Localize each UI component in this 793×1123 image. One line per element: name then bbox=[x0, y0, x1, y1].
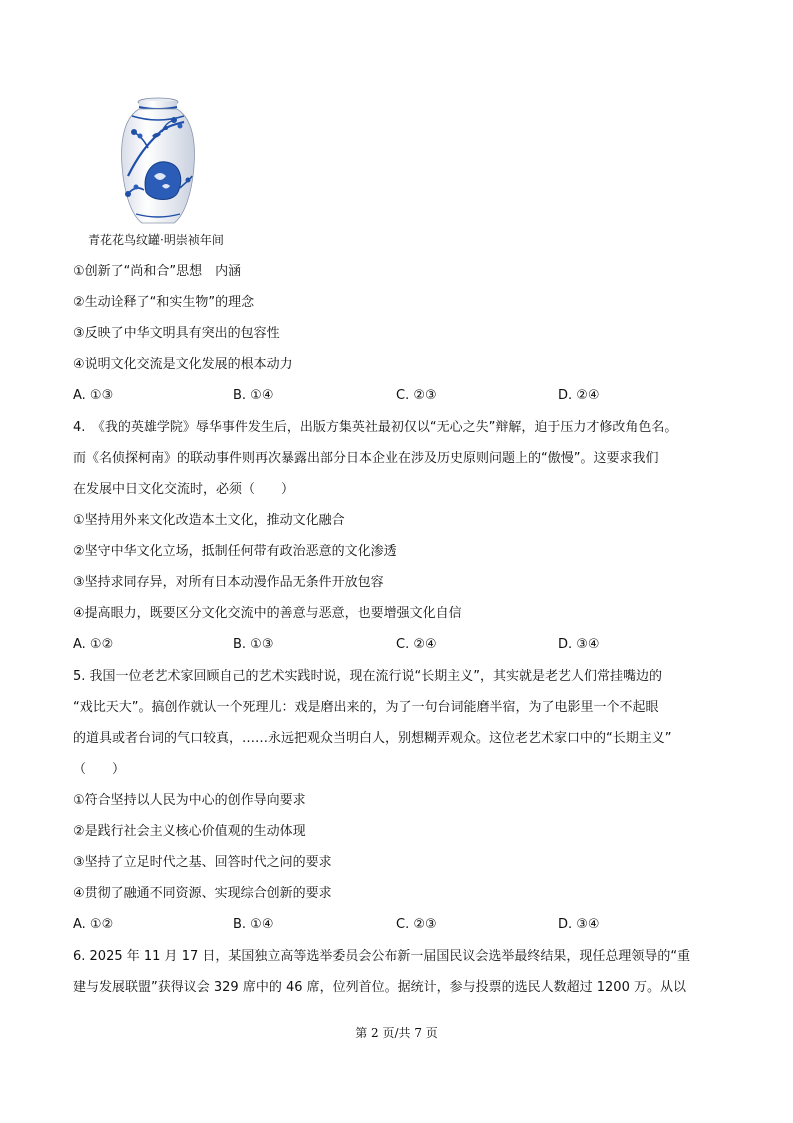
figure-caption: 青花花鸟纹罐·明崇祯年间 bbox=[88, 233, 224, 247]
q5-stem-line-1: 5. 我国一位老艺术家回顾自己的艺术实践时说，现在流行说“长期主义”，其实就是老艺人们常挂嘴边的 bbox=[73, 669, 663, 684]
q3-statement-1: ①创新了“尚和合”思想 内涵 bbox=[73, 264, 242, 279]
q4-stem-line-1: 4. 《我的英雄学院》辱华事件发生后，出版方集英社最初仅以“无心之失”辩解，迫于压力才修改角色名。 bbox=[73, 420, 678, 435]
q4-statement-2: ②坚守中华文化立场，抵制任何带有政治恶意的文化渗透 bbox=[73, 544, 397, 559]
porcelain-jar-image bbox=[118, 96, 198, 226]
q5-statement-4: ④贯彻了融通不同资源、实现综合创新的要求 bbox=[73, 886, 332, 901]
q4-option-b: B. ①③ bbox=[233, 637, 274, 652]
q4-stem-line-3: 在发展中日文化交流时，必须（ ） bbox=[73, 482, 295, 497]
q5-statement-2: ②是践行社会主义核心价值观的生动体现 bbox=[73, 824, 306, 839]
q3-option-a: A. ①③ bbox=[73, 388, 114, 403]
page-number: 第 2 页/共 7 页 bbox=[355, 1026, 438, 1040]
q5-option-c: C. ②③ bbox=[396, 917, 437, 932]
q4-stem-line-2: 而《名侦探柯南》的联动事件则再次暴露出部分日本企业在涉及历史原则问题上的“傲慢”。这要求我们 bbox=[73, 451, 659, 466]
q3-option-d: D. ②④ bbox=[558, 388, 600, 403]
q4-statement-3: ③坚持求同存异，对所有日本动漫作品无条件开放包容 bbox=[73, 575, 384, 590]
q5-option-b: B. ①④ bbox=[233, 917, 274, 932]
q3-option-c: C. ②③ bbox=[396, 388, 437, 403]
q3-statement-4: ④说明文化交流是文化发展的根本动力 bbox=[73, 357, 293, 372]
q5-stem-line-2: “戏比天大”。搞创作就认一个死理儿：戏是磨出来的，为了一句台词能磨半宿，为了电影里一个不起眼 bbox=[73, 700, 659, 715]
q5-option-d: D. ③④ bbox=[558, 917, 600, 932]
q5-statement-1: ①符合坚持以人民为中心的创作导向要求 bbox=[73, 793, 306, 808]
q6-stem-line-2: 建与发展联盟”获得议会 329 席中的 46 席，位列首位。据统计，参与投票的选民人数超过 1200 万。从以 bbox=[73, 980, 686, 995]
q4-option-a: A. ①② bbox=[73, 637, 114, 652]
q5-stem-line-4: （ ） bbox=[73, 762, 126, 777]
q3-statement-2: ②生动诠释了“和实生物”的理念 bbox=[73, 295, 255, 310]
q5-stem-line-3: 的道具或者台词的气口较真，……永远把观众当明白人，别想糊弄观众。这位老艺术家口中的“长期主义” bbox=[73, 731, 672, 746]
q4-statement-4: ④提高眼力，既要区分文化交流中的善意与恶意，也要增强文化自信 bbox=[73, 606, 462, 621]
porcelain-jar-illustration bbox=[118, 96, 198, 226]
q6-stem-line-1: 6. 2025 年 11 月 17 日，某国独立高等选举委员会公布新一届国民议会选举最终结果，现任总理领导的“重 bbox=[73, 949, 691, 964]
q5-statement-3: ③坚持了立足时代之基、回答时代之问的要求 bbox=[73, 855, 332, 870]
q5-option-a: A. ①② bbox=[73, 917, 114, 932]
q4-option-d: D. ③④ bbox=[558, 637, 600, 652]
q3-statement-3: ③反映了中华文明具有突出的包容性 bbox=[73, 326, 280, 341]
q4-option-c: C. ②④ bbox=[396, 637, 437, 652]
q4-statement-1: ①坚持用外来文化改造本土文化，推动文化融合 bbox=[73, 513, 345, 528]
q3-option-b: B. ①④ bbox=[233, 388, 274, 403]
